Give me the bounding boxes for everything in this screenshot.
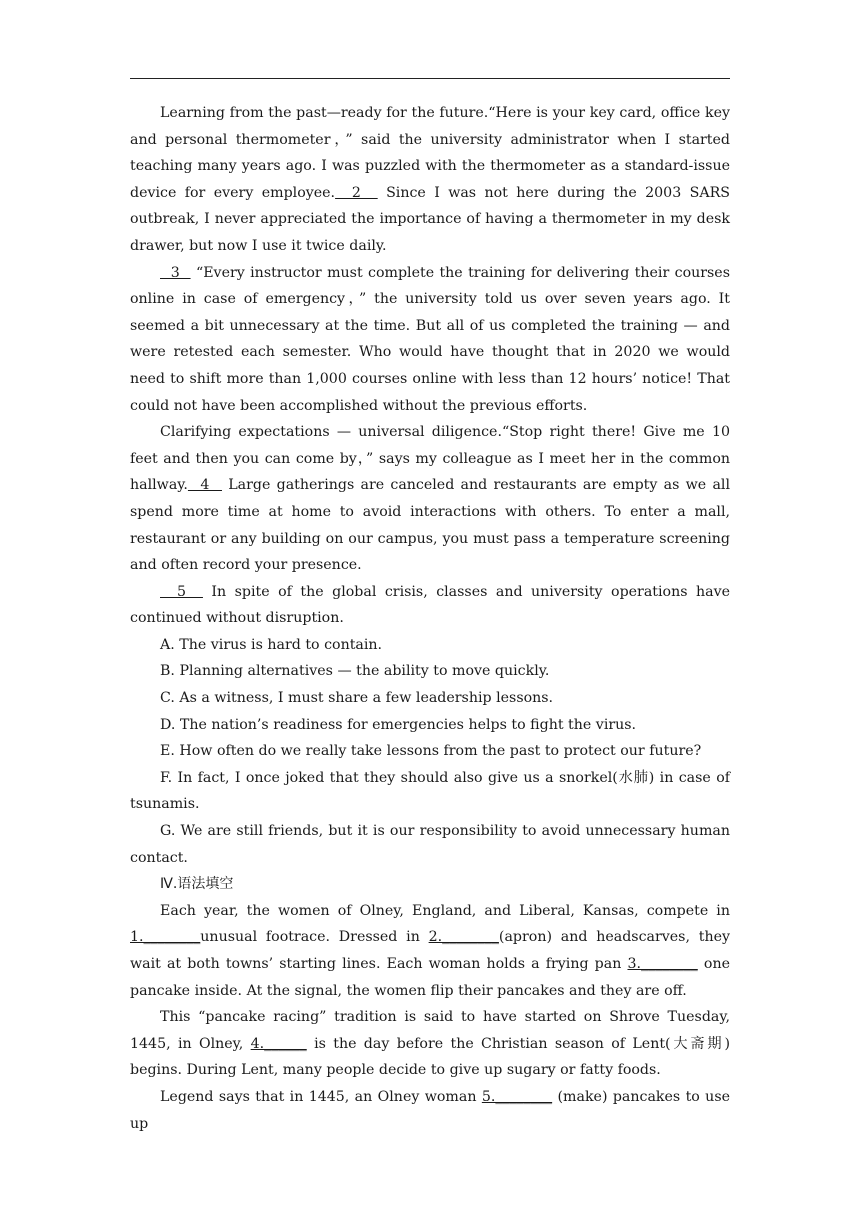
grammar-blank-1[interactable]: 1.________ xyxy=(130,929,201,946)
grammar-blank-3[interactable]: 3.________ xyxy=(627,956,698,972)
section-heading: Ⅳ.语法填空 xyxy=(160,876,234,893)
option-b: B. Planning alternatives — the ability to move quickly. xyxy=(160,663,550,680)
option-g: G. We are still friends, but it is our responsibility to avoid unnecessary human contact. xyxy=(130,823,730,866)
reading-paragraph-1: Learning from the past—ready for the future.“Here is your key card, office key and personal thermometer，” said the university administrator when I started teaching many years ago. I was puzzled with the thermometer as a standard-issue device for every employee. 2 Since I was not here during the 2003 SARS outbreak, I never appreciated the importance of having a thermometer in my desk drawer, but now I use it twice daily. xyxy=(130,105,730,254)
grammar-blank-4[interactable]: 4.______ xyxy=(250,1035,307,1052)
grammar-blank-5[interactable]: 5.________ xyxy=(481,1088,553,1105)
reading-paragraph-3: Clarifying expectations — universal diligence.“Stop right there! Give me 10 feet and then you can come by，” says my colleague as I meet her in the common hallway. 4 Large gatherings are canceled and restaurants are empty as we all spend more time at home to avoid interactions with others. To enter a mall, restaurant or any building on our campus, you must pass a temperature screening and often record your presence. xyxy=(130,424,730,574)
option-c: C. As a witness, I must share a few leadership lessons. xyxy=(160,690,554,707)
page-content xyxy=(130,100,730,1137)
option-d: D. The nation’s readiness for emergencies helps to fight the virus. xyxy=(160,716,637,733)
header-rule xyxy=(130,78,730,79)
answer-blank-3[interactable]: 3 xyxy=(160,264,191,281)
option-a: A. The virus is hard to contain. xyxy=(160,636,383,653)
grammar-paragraph-3: Legend says that in 1445, an Olney woman 5.________ (make) pancakes to use up xyxy=(130,1088,731,1132)
reading-paragraph-4: 5 In spite of the global crisis, classes and university operations have continued without disruption. xyxy=(130,583,730,627)
answer-blank-4[interactable]: 4 xyxy=(187,477,222,494)
grammar-paragraph-2: This “pancake racing” tradition is said to have started on Shrove Tuesday, 1445, in Olney, 4.______ is the day before the Christian season of Lent(大斋期) begins. During Lent, many people decide to give up sugary or fatty foods. xyxy=(130,1009,730,1079)
option-e: E. How often do we really take lessons from the past to protect our future? xyxy=(160,743,702,760)
option-f: F. In fact, I once joked that they should also give us a snorkel(水肺) in case of tsunamis. xyxy=(130,769,730,813)
grammar-blank-2[interactable]: 2.________ xyxy=(428,929,499,946)
grammar-paragraph-1: Each year, the women of Olney, England, and Liberal, Kansas, compete in 1.________unusual footrace. Dressed in 2.________(apron) and headscarves, they wait at both towns’ starting lines. Each woman holds a frying pan 3.________ one pancake inside. At the signal, the women flip their pancakes and they are off. xyxy=(130,902,730,999)
answer-blank-2[interactable]: 2 xyxy=(335,184,378,201)
answer-blank-5[interactable]: 5 xyxy=(160,583,203,600)
reading-paragraph-2: 3 “Every instructor must complete the training for delivering their courses online in case of emergency，” the university told us over seven years ago. It seemed a bit unnecessary at the time. But all of us completed the training — and were retested each semester. Who would have thought that in 2020 we would need to shift more than 1,000 courses online with less than 12 hours’ notice! That could not have been accomplished without the previous efforts. xyxy=(130,264,730,414)
